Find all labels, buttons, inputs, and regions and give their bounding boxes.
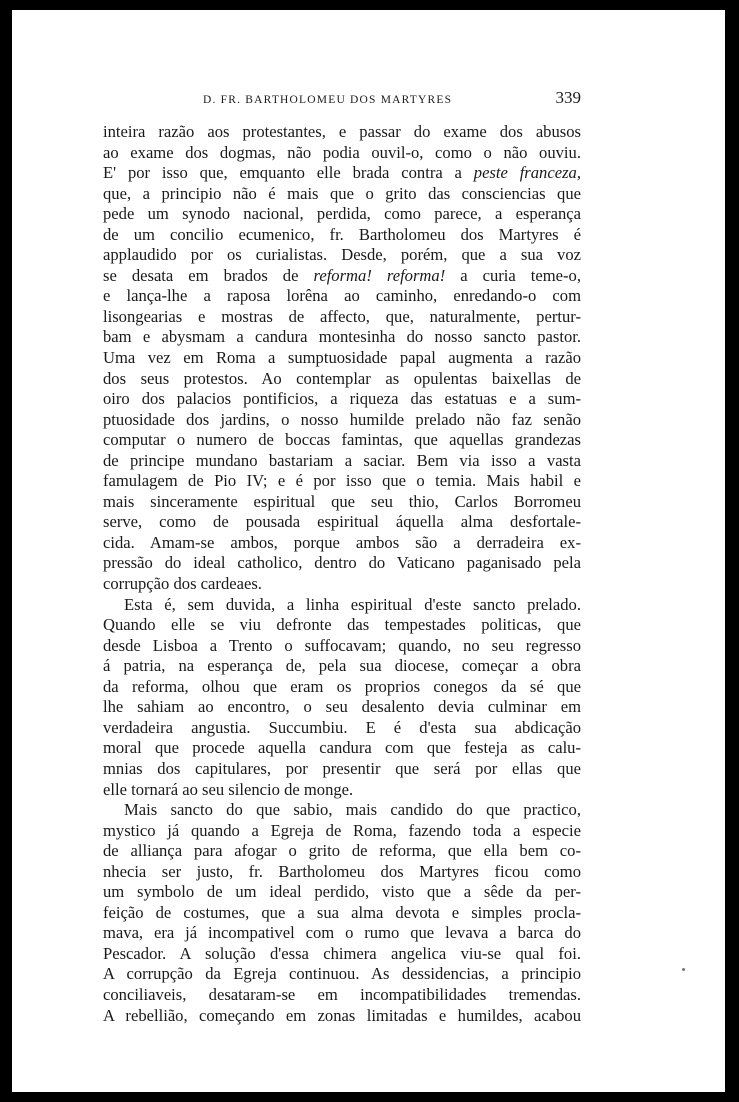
body-text xyxy=(103,122,581,1026)
text-line: famulagem de Pio IV; e é por isso que o temia. Mais habil e xyxy=(103,471,581,491)
text-line: de alliança para afogar o grito de reforma, que ella bem co- xyxy=(103,841,581,861)
text-line xyxy=(103,266,581,287)
text-line: mystico já quando a Egreja de Roma, fazendo toda a especie xyxy=(103,820,581,840)
text-line: lisongearias e mostras de affecto, que, naturalmente, pertur- xyxy=(103,306,581,326)
text-line: de principe mundano bastariam a saciar. Bem via isso a vasta xyxy=(103,450,581,470)
text-line: A rebellião, começando em zonas limitadas e humildes, acabou xyxy=(103,1005,581,1025)
italic-phrase: peste franceza, xyxy=(473,163,581,183)
text-line: que, a principio não é mais que o grito das consciencias que xyxy=(103,183,581,203)
text-line: A corrupção da Egreja continuou. As dessidencias, a principio xyxy=(103,964,581,984)
text-line: á patria, na esperança de, pela sua diocese, começar a obra xyxy=(103,656,581,676)
text-line: oiro dos palacios pontificios, a riqueza das estatuas e a sum- xyxy=(103,389,581,409)
text-line: Esta é, sem duvida, a linha espiritual d'este sancto prelado. xyxy=(124,594,581,614)
page-header xyxy=(103,88,581,110)
running-title: D. FR. BARTHOLOMEU DOS MARTYRES xyxy=(203,94,453,106)
text-line: mais sinceramente espiritual que seu thio, Carlos Borromeu xyxy=(103,491,581,511)
text-line: Mais sancto do que sabio, mais candido do que practico, xyxy=(124,800,581,820)
text-line: mava, era já incompativel com o rumo que levava a barca do xyxy=(103,923,581,943)
text-line: um symbolo de um ideal perdido, visto que a sêde da per- xyxy=(103,882,581,902)
text-line: dos seus protestos. Ao contemplar as opulentas baixellas de xyxy=(103,368,581,388)
text-line: Pescador. A solução d'essa chimera angelica viu-se qual foi. xyxy=(103,943,581,963)
paper-speck xyxy=(682,968,685,971)
text-line: feição de costumes, que a sua alma devota e simples procla- xyxy=(103,902,581,922)
text-line: moral que procede aquella candura com que festeja as calu- xyxy=(103,738,581,758)
text-line: desde Lisboa a Trento o suffocavam; quando, no seu regresso xyxy=(103,635,581,655)
line-part: a curia teme-o, xyxy=(445,265,582,285)
text-line: inteira razão aos protestantes, e passar do exame dos abusos xyxy=(103,122,581,141)
text-line xyxy=(103,163,581,184)
text-line: da reforma, olhou que eram os proprios conegos da sé que xyxy=(103,676,581,696)
text-line: verdadeira angustia. Succumbiu. E é d'esta sua abdicação xyxy=(103,717,581,737)
page-number: 339 xyxy=(555,88,581,107)
text-line: lhe sahiam ao encontro, o seu desalento devia culminar em xyxy=(103,697,581,717)
text-line: de um concilio ecumenico, fr. Bartholomeu dos Martyres é xyxy=(103,224,581,244)
text-line: pressão do ideal catholico, dentro do Vaticano paganisado pela xyxy=(103,553,581,573)
italic-phrase: reforma! reforma! xyxy=(313,265,446,285)
text-line: computar o numero de boccas famintas, que aquellas grandezas xyxy=(103,430,581,450)
text-line: serve, como de pousada espiritual áquella alma desfortale- xyxy=(103,512,581,532)
text-line: Quando elle se viu defronte das tempestades politicas, que xyxy=(103,615,581,635)
text-line: corrupção dos cardeaes. xyxy=(103,574,262,594)
text-line: cida. Amam-se ambos, porque ambos são a derradeira ex- xyxy=(103,532,581,552)
text-line: mnias dos capitulares, por presentir que será por ellas que xyxy=(103,758,581,778)
text-line: Uma vez em Roma a sumptuosidade papal augmenta a razão xyxy=(103,348,581,368)
text-line: pede um synodo nacional, perdida, como parece, a esperança xyxy=(103,204,581,224)
text-line: conciliaveis, desataram-se em incompatibilidades tremendas. xyxy=(103,984,581,1004)
text-line: nhecia ser justo, fr. Bartholomeu dos Martyres ficou como xyxy=(103,861,581,881)
text-line: ptuosidade dos jardins, o nosso humilde prelado não faz senão xyxy=(103,409,581,429)
text-line: ao exame dos dogmas, não podia ouvil-o, como o não ouviu. xyxy=(103,142,581,162)
text-line: applaudido por os curialistas. Desde, porém, que a sua voz xyxy=(103,245,581,265)
text-line: elle tornará ao seu silencio de monge. xyxy=(103,779,354,799)
text-line: bam e abysmam a candura montesinha do nosso sancto pastor. xyxy=(103,327,581,347)
line-part: se desata em brados de xyxy=(103,265,314,285)
line-part: E' por isso que, emquanto elle brada contra a xyxy=(103,163,474,183)
text-line: e lança-lhe a raposa lorêna ao caminho, enredando-o com xyxy=(103,286,581,306)
